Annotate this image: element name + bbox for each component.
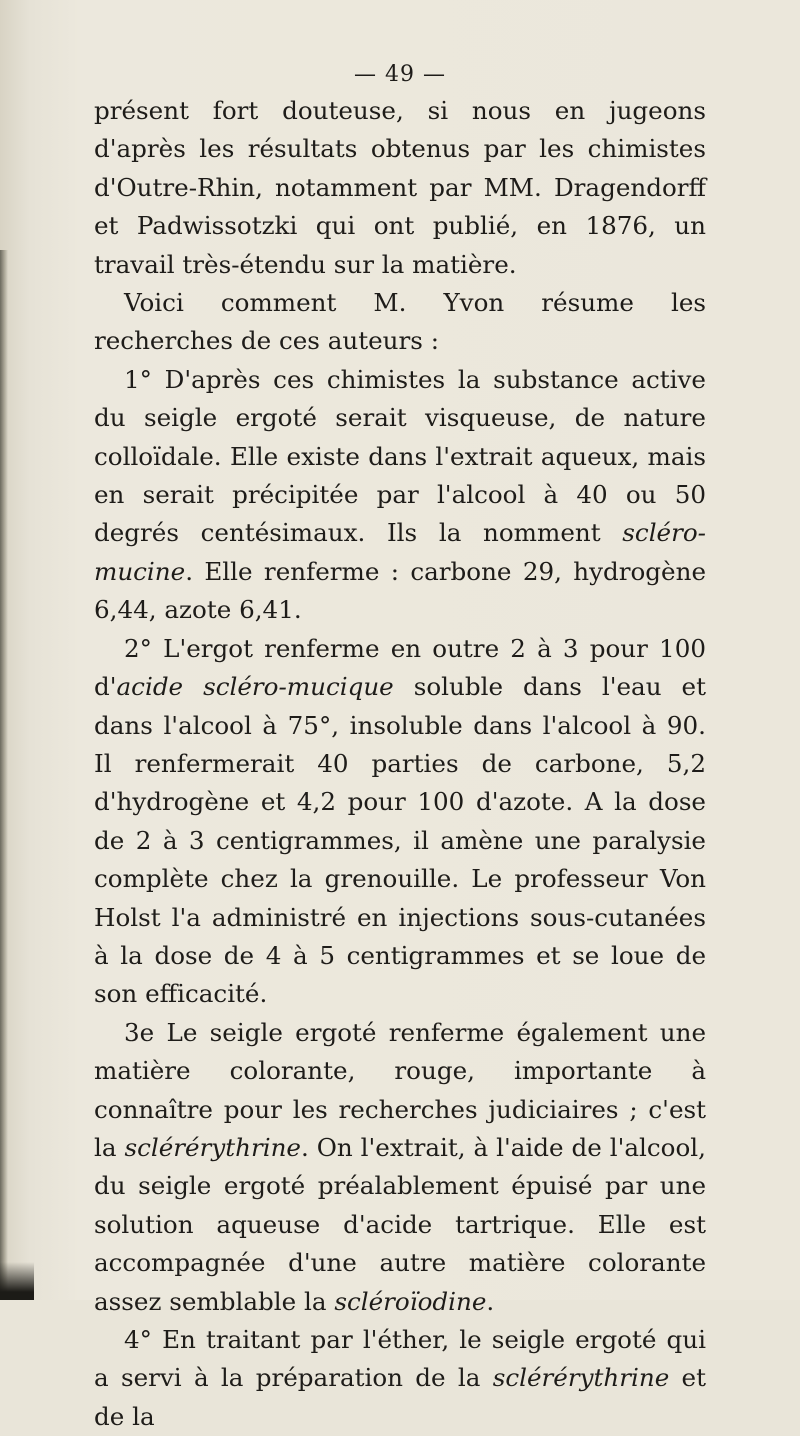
term-acide-sclero-mucique: acide scléro-mucique bbox=[116, 672, 394, 702]
paragraph-1 bbox=[94, 92, 706, 284]
paragraph-6-text: 4° En traitant par l'éther, le seigle ergoté qui a servi à la préparation de la bbox=[94, 1325, 706, 1393]
paragraph-1-text: présent fort douteuse, si nous en jugeons d'après les résultats obtenus par les chimistes d'Outre-Rhin, notamment par MM. Dragendorff et Padwissotzki qui ont publié, en 1876, un travail très-étendu sur la matière. bbox=[94, 96, 706, 279]
term-scleroiodine: scléroïodine bbox=[334, 1286, 487, 1316]
paragraph-3-text-end: . Elle renferme : carbone 29, hydrogène 6,44, azote 6,41. bbox=[94, 556, 706, 625]
paragraph-4-text: 2° L'ergot renferme en outre 2 à 3 pour 100 d' bbox=[94, 633, 706, 702]
book-spine-shadow bbox=[0, 250, 8, 1300]
paragraph-4 bbox=[94, 630, 706, 1014]
paragraph-5-text-end: . bbox=[486, 1286, 495, 1316]
paragraph-6-text-end: et de la bbox=[94, 1363, 706, 1431]
page-number: — 49 — bbox=[354, 62, 446, 87]
paragraph-5-text: 3e Le seigle ergoté renferme également une matière colorante, rouge, importante à connaître pour les recherches judiciaires ; c'est la bbox=[94, 1017, 706, 1162]
paragraph-2-text: Voici comment M. Yvon résume les recherches de ces auteurs : bbox=[94, 288, 706, 356]
paragraph-3 bbox=[94, 361, 706, 630]
paragraph-5 bbox=[94, 1014, 706, 1321]
book-spine-corner bbox=[0, 1262, 34, 1300]
paragraph-6 bbox=[94, 1321, 706, 1436]
paragraph-3-text: 1° D'après ces chimistes la substance active du seigle ergoté serait visqueuse, de nature colloïdale. Elle existe dans l'extrait aqueux, mais en serait précipitée par l'alcool à 40 ou 50 degrés centésimaux. Ils la nomment bbox=[94, 364, 706, 548]
paragraph-4-text-end: soluble dans l'eau et dans l'alcool à 75°, insoluble dans l'alcool à 90. Il renfermerait 40 parties de carbone, 5,2 d'hydrogène et 4,2 pour 100 d'azote. A la dose de 2 à 3 centigrammes, il amène une paralysie complète chez la grenouille. Le professeur Von Holst l'a administré en injections sous-cutanées à la dose de 4 à 5 centigrammes et se loue de son efficacité. bbox=[94, 672, 706, 1009]
term-sclero-mucine: scléro-mucine bbox=[94, 518, 706, 586]
body-text bbox=[94, 92, 706, 1436]
paragraph-2 bbox=[94, 284, 706, 361]
term-sclererythrine: sclérérythrine bbox=[124, 1132, 301, 1162]
paragraph-5-text-mid: . On l'extrait, à l'aide de l'alcool, du seigle ergoté préalablement épuisé par une solution aqueuse d'acide tartrique. Elle est accompagnée d'une autre matière colorante assez semblable la bbox=[94, 1132, 706, 1316]
term-sclererythrine-2: sclérérythrine bbox=[492, 1363, 670, 1393]
